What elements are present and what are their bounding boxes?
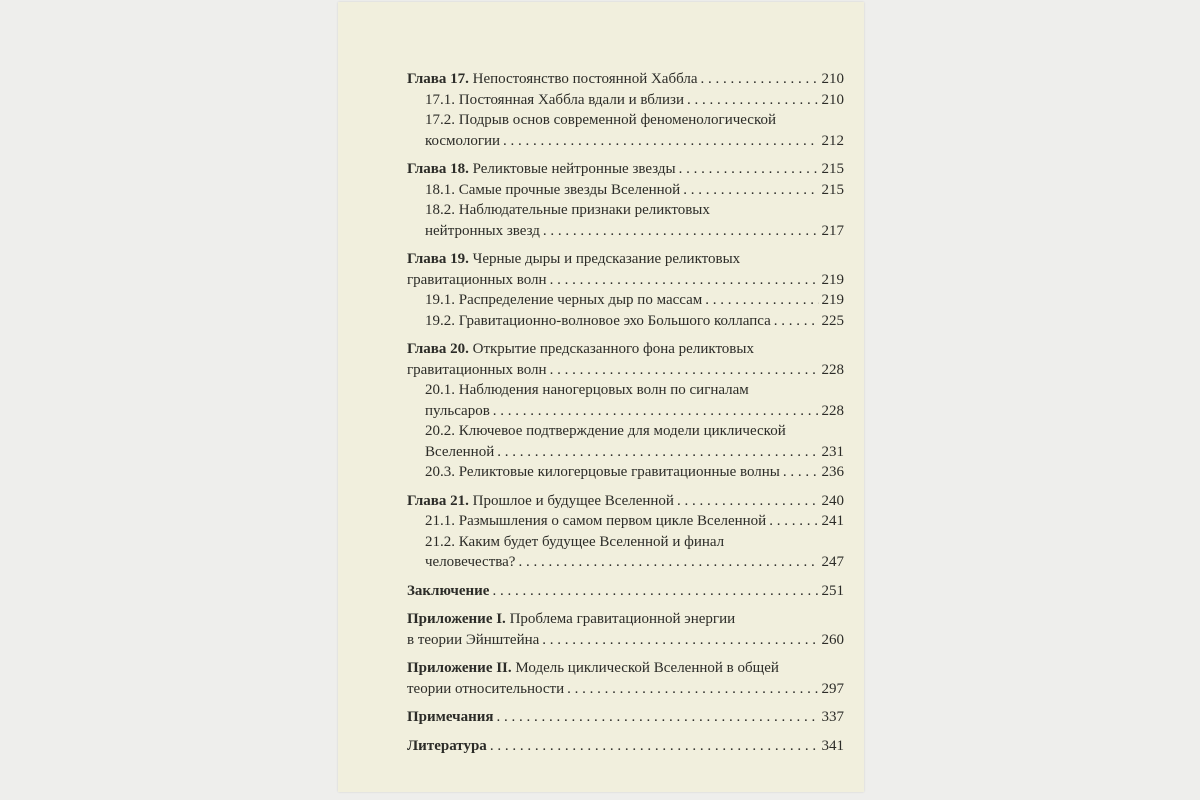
table-of-contents	[407, 69, 844, 756]
toc-entry-section-19-2	[407, 311, 844, 332]
page-number: 215	[821, 181, 844, 198]
page-number: 210	[821, 91, 844, 108]
dot-leader	[679, 159, 819, 180]
appendix-label: Приложение I.	[407, 611, 506, 627]
entry-title: Примечания	[407, 709, 494, 725]
toc-entry-section-21-2	[407, 552, 844, 573]
chapter-title: Непостоянство постоянной Хаббла	[472, 71, 698, 87]
toc-entry-chapter-20-line1	[407, 339, 844, 360]
page-number: 247	[821, 554, 844, 570]
toc-entry-section-21-1	[407, 511, 844, 532]
section-title: 21.1. Размышления о самом первом цикле Вселенной	[425, 513, 767, 529]
dot-leader	[503, 131, 818, 152]
toc-entry-section-20-2	[407, 442, 844, 463]
chapter-title: Прошлое и будущее Вселенной	[472, 492, 674, 509]
dot-leader	[701, 69, 819, 90]
appendix-title-continued: в теории Эйнштейна	[407, 631, 540, 648]
section-title: 17.2. Подрыв основ современной феноменологической	[425, 112, 777, 128]
page-number: 215	[821, 161, 844, 177]
chapter-label: Глава 17.	[407, 71, 469, 87]
toc-entry-literature	[407, 736, 844, 757]
toc-entry-appendix-1-line1	[407, 609, 844, 630]
page-number: 228	[821, 402, 844, 419]
page-number: 225	[821, 312, 844, 329]
chapter-label: Глава 20.	[407, 341, 469, 357]
page-number: 297	[821, 680, 844, 697]
toc-entry-section-17-2	[407, 131, 844, 152]
section-title: 20.2. Ключевое подтверждение для модели циклической	[425, 423, 786, 439]
dot-leader	[492, 581, 818, 602]
dot-leader	[550, 360, 819, 381]
toc-entry-appendix-2-line1	[407, 658, 844, 679]
section-title-continued: Вселенной	[425, 443, 495, 460]
dot-leader	[683, 180, 818, 201]
dot-leader	[687, 90, 819, 111]
appendix-title: Модель циклической Вселенной в общей	[515, 660, 779, 676]
page-number: 251	[821, 582, 844, 599]
section-title-continued: человечества?	[425, 554, 516, 570]
page-number: 219	[821, 292, 844, 308]
toc-entry-chapter-17	[407, 69, 844, 90]
section-title-continued: нейтронных звезд	[425, 222, 540, 239]
chapter-label: Глава 21.	[407, 492, 469, 509]
toc-entry-section-21-2-line1	[407, 532, 844, 553]
chapter-label: Глава 19.	[407, 251, 469, 267]
dot-leader	[769, 511, 818, 532]
page-number: 341	[821, 737, 844, 754]
toc-entry-section-20-1	[407, 401, 844, 422]
toc-entry-section-19-1	[407, 290, 844, 311]
entry-title: Литература	[407, 737, 487, 754]
appendix-label: Приложение II.	[407, 660, 512, 676]
dot-leader	[705, 290, 818, 311]
section-title-continued: космологии	[425, 132, 501, 149]
toc-entry-notes	[407, 707, 844, 728]
appendix-title-continued: теории относительности	[407, 680, 565, 697]
section-title: 19.1. Распределение черных дыр по массам	[425, 292, 703, 308]
page-number: 337	[821, 709, 844, 725]
toc-entry-section-17-2-line1	[407, 110, 844, 131]
section-title-continued: пульсаров	[425, 402, 490, 419]
dot-leader	[542, 630, 818, 651]
dot-leader	[497, 442, 818, 463]
toc-entry-appendix-1	[407, 630, 844, 651]
page-number: 241	[821, 513, 844, 529]
page-number: 231	[821, 443, 844, 460]
toc-entry-chapter-20	[407, 360, 844, 381]
toc-entry-section-18-2	[407, 221, 844, 242]
chapter-title: Реликтовые нейтронные звезды	[472, 161, 676, 177]
toc-entry-section-17-1	[407, 90, 844, 111]
toc-entry-chapter-18	[407, 159, 844, 180]
section-title: 18.1. Самые прочные звезды Вселенной	[425, 181, 681, 198]
page-number: 236	[821, 464, 844, 480]
section-title: 20.3. Реликтовые килогерцовые гравитационные волны	[425, 464, 780, 480]
page-number: 212	[821, 132, 844, 149]
toc-entry-section-20-2-line1	[407, 421, 844, 442]
page-number: 228	[821, 361, 844, 378]
page-number: 210	[821, 71, 844, 87]
page-number: 260	[821, 631, 844, 648]
chapter-title-continued: гравитационных волн	[407, 271, 547, 288]
toc-entry-appendix-2	[407, 679, 844, 700]
chapter-title: Черные дыры и предсказание реликтовых	[472, 251, 741, 267]
page-number: 217	[821, 222, 844, 239]
chapter-label: Глава 18.	[407, 161, 469, 177]
toc-entry-chapter-21	[407, 491, 844, 512]
toc-entry-section-20-1-line1	[407, 380, 844, 401]
dot-leader	[783, 462, 819, 483]
section-title: 17.1. Постоянная Хаббла вдали и вблизи	[425, 91, 684, 108]
dot-leader	[567, 679, 818, 700]
dot-leader	[677, 491, 819, 512]
section-title: 19.2. Гравитационно-волновое эхо Большого коллапса	[425, 312, 771, 329]
chapter-title-continued: гравитационных волн	[407, 361, 547, 378]
page-number: 240	[821, 492, 844, 509]
entry-title: Заключение	[407, 582, 490, 599]
book-page	[338, 2, 864, 792]
dot-leader	[490, 736, 819, 757]
toc-entry-conclusion	[407, 581, 844, 602]
toc-entry-section-18-1	[407, 180, 844, 201]
dot-leader	[493, 401, 819, 422]
dot-leader	[774, 311, 819, 332]
section-title: 18.2. Наблюдательные признаки реликтовых	[425, 202, 710, 218]
toc-entry-section-20-3	[407, 462, 844, 483]
section-title: 20.1. Наблюдения наногерцовых волн по сигналам	[425, 382, 749, 398]
chapter-title: Открытие предсказанного фона реликтовых	[472, 341, 754, 357]
dot-leader	[497, 707, 819, 728]
page-number: 219	[821, 271, 844, 288]
appendix-title: Проблема гравитационной энергии	[509, 611, 736, 627]
toc-entry-section-18-2-line1	[407, 200, 844, 221]
toc-entry-chapter-19	[407, 270, 844, 291]
toc-entry-chapter-19-line1	[407, 249, 844, 270]
dot-leader	[518, 552, 818, 573]
section-title: 21.2. Каким будет будущее Вселенной и финал	[425, 533, 725, 550]
dot-leader	[543, 221, 819, 242]
dot-leader	[550, 270, 819, 291]
